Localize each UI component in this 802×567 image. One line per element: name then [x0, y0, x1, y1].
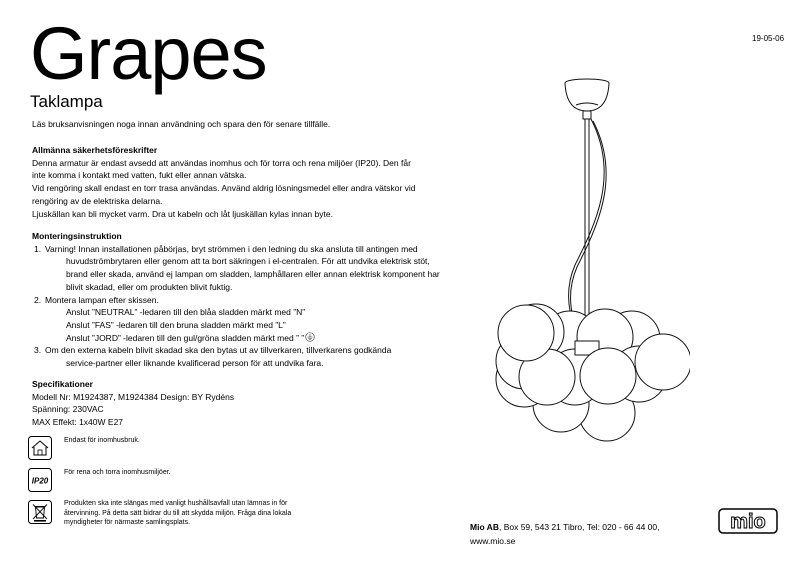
- recycling-line: återvinning. På detta sätt bidrar du till att skydda miljön. Fråga dina lokala: [64, 509, 292, 517]
- suspension-rod: [585, 119, 589, 341]
- company-address: , Box 59, 543 21 Tibro, Tel: 020 - 66 44 00,: [498, 522, 660, 532]
- company-name: Mio AB: [470, 522, 499, 532]
- step-line: blivit skadad, eller om produkten blivit fuktig.: [66, 281, 233, 292]
- specs-heading: Specifikationer: [32, 379, 93, 389]
- step-number: 1.: [34, 243, 42, 254]
- safety-line: inte komma i kontakt med vatten, fukt eller annan vätska.: [32, 170, 247, 181]
- intro-text: Läs bruksanvisningen noga innan användning och spara den för senare tillfälle.: [32, 119, 331, 129]
- step-line: Anslut ”NEUTRAL” -ledaren till den blåa sladden märkt med ”N”: [66, 307, 306, 318]
- ceiling-canopy: [565, 79, 609, 119]
- recycling-line: Produkten ska inte slängas med vanligt hushållsavfall utan lämnas in för: [64, 500, 288, 507]
- safety-heading: Allmänna säkerhetsföreskrifter: [32, 145, 158, 155]
- step-line: Montera lampan efter skissen.: [45, 294, 159, 305]
- mio-logo: [718, 508, 778, 539]
- step-line: Om den externa kabeln blivit skadad ska den bytas ut av tillverkaren, tillverkarens godkända: [45, 345, 392, 356]
- recycling-text: [64, 499, 334, 528]
- mounting-step: [32, 294, 472, 345]
- mounting-heading: Monteringsinstruktion: [32, 231, 122, 241]
- step-number: 3.: [34, 345, 42, 356]
- specifications-section: [32, 378, 472, 429]
- company-website: www.mio.se: [470, 536, 516, 546]
- house-icon: [28, 436, 52, 460]
- recycling-line: myndigheter för närmaste samlingsplats.: [64, 519, 191, 526]
- document-date: 19-05-06: [752, 34, 785, 43]
- product-subtitle: Taklampa: [30, 92, 103, 111]
- lamp-illustration: [480, 75, 690, 465]
- safety-line: rengöring av de elektriska delarna.: [32, 195, 163, 206]
- ground-line-text: Anslut ”JORD” -ledaren till den gul/gröna sladden märkt med ” ”: [66, 332, 305, 343]
- ip20-icon: [28, 468, 52, 492]
- step-line: [45, 332, 472, 345]
- step-line: service-partner eller liknande kvalificerad person för att undvika fara.: [66, 358, 324, 369]
- step-number: 2.: [34, 294, 42, 305]
- safety-section: [32, 144, 472, 220]
- glass-globes: [496, 304, 690, 441]
- ip20-label: IP20: [31, 476, 49, 486]
- safety-line: Denna armatur är endast avsedd att användas inomhus och för torra och rena miljöer (IP20). Den får: [32, 157, 411, 168]
- spec-line: Spänning: 230VAC: [32, 404, 104, 415]
- ip20-text: För rena och torra inomhusmiljöer.: [64, 469, 171, 476]
- mounting-section: [32, 230, 472, 370]
- step-line: brand eller skada, använd ej lampan om sladden, lamphållaren eller annan elektrisk komponent har: [66, 269, 440, 280]
- product-title: Grapes: [30, 12, 267, 95]
- safety-line: Vid rengöring skall endast en torr trasa användas. Använd aldrig lösningsmedel eller andra vätskor vid: [32, 183, 416, 194]
- safety-line: Ljuskällan kan bli mycket varm. Dra ut kabeln och låt ljuskällan kylas innan byte.: [32, 208, 333, 219]
- ground-symbol-icon: [305, 332, 315, 342]
- crossed-bin-icon: [28, 500, 52, 524]
- step-line: huvudströmbrytaren eller genom att ta bort säkringen i el-centralen. För att undvika elektrisk stöt,: [66, 256, 430, 267]
- spec-line: Modell Nr: M1924387, M1924384 Design: BY Rydéns: [32, 391, 235, 402]
- step-line: Anslut ”FAS” -ledaren till den bruna sladden märkt med ”L”: [66, 319, 286, 330]
- company-footer: [470, 520, 659, 548]
- mounting-step: [32, 243, 472, 294]
- mounting-step: [32, 344, 472, 369]
- spec-line: MAX Effekt: 1x40W E27: [32, 417, 124, 428]
- indoor-use-text: Endast för inomhusbruk.: [64, 437, 140, 444]
- step-line: Varning! Innan installationen påbörjas, bryt strömmen i den ledning du ska ansluta till antingen med: [45, 243, 418, 254]
- logo-text: mio: [730, 511, 766, 533]
